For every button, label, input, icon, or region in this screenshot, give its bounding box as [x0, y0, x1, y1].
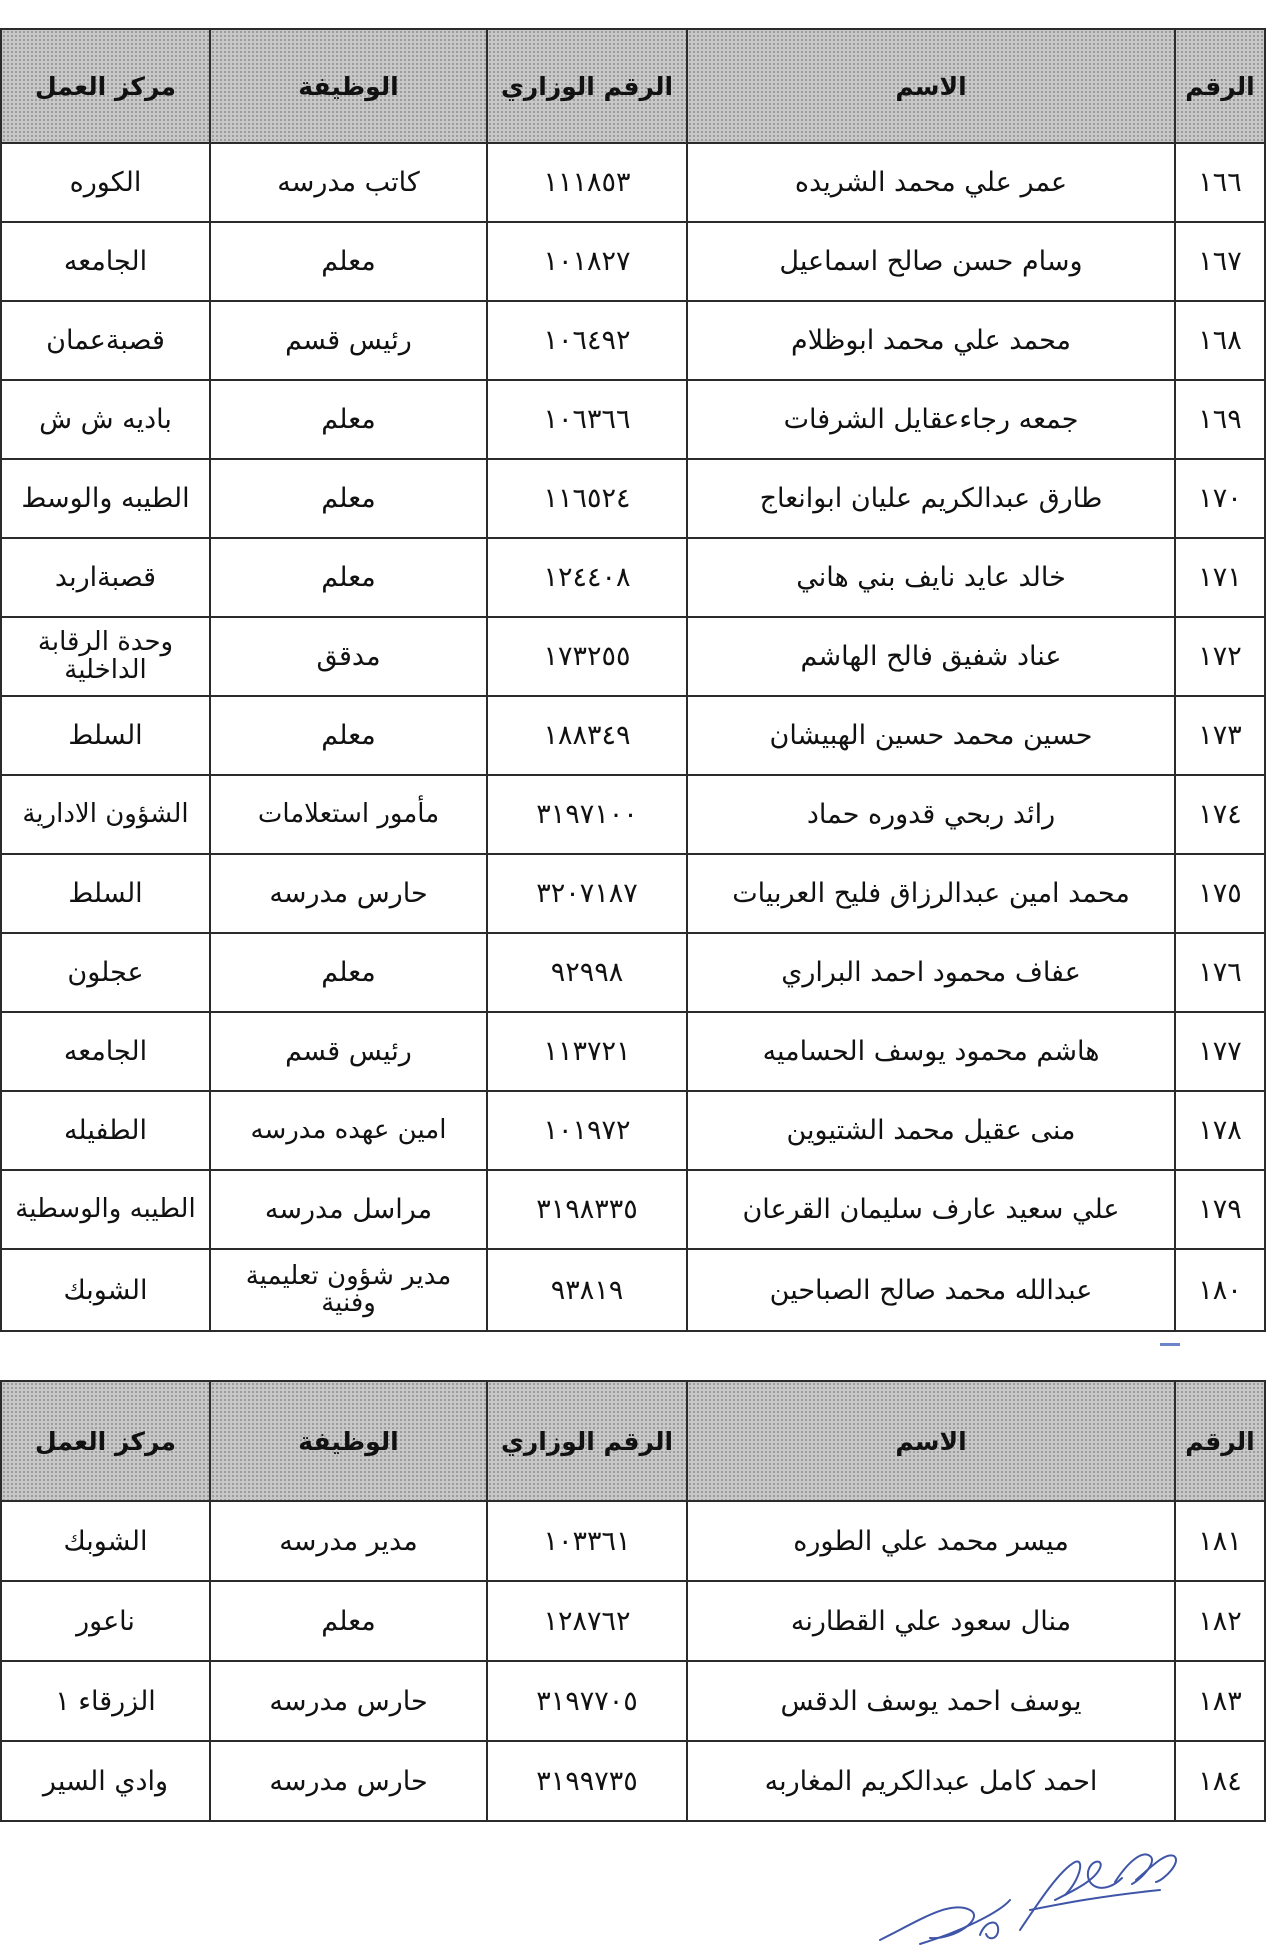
table-row [1, 1249, 1265, 1331]
row-ministry-number: ١٠٦٤٩٢ [487, 301, 687, 380]
row-name: عمر علي محمد الشريده [687, 143, 1175, 222]
row-work-center: الشؤون الادارية [1, 775, 210, 854]
table-header-row [1, 1381, 1265, 1501]
employees-table-2 [0, 1380, 1266, 1822]
header-ministry-no: الرقم الوزاري [487, 29, 687, 143]
row-name: ميسر محمد علي الطوره [687, 1501, 1175, 1581]
header-name: الاسم [687, 29, 1175, 143]
table-row [1, 1741, 1265, 1821]
row-job: مدير شؤون تعليمية وفنية [210, 1249, 487, 1331]
table-row [1, 1091, 1265, 1170]
row-number: ١٧٦ [1175, 933, 1265, 1012]
row-name: حسين محمد حسين الهبيشان [687, 696, 1175, 775]
row-name: عفاف محمود احمد البراري [687, 933, 1175, 1012]
row-job: معلم [210, 538, 487, 617]
row-number: ١٧٨ [1175, 1091, 1265, 1170]
row-ministry-number: ٩٣٨١٩ [487, 1249, 687, 1331]
header-no: الرقم [1175, 29, 1265, 143]
row-job: حارس مدرسه [210, 1661, 487, 1741]
row-job: كاتب مدرسه [210, 143, 487, 222]
row-ministry-number: ١٢٨٧٦٢ [487, 1581, 687, 1661]
table-row [1, 459, 1265, 538]
row-job: معلم [210, 459, 487, 538]
row-number: ١٨٠ [1175, 1249, 1265, 1331]
row-number: ١٧٩ [1175, 1170, 1265, 1249]
row-job: معلم [210, 222, 487, 301]
row-work-center: قصبةاربد [1, 538, 210, 617]
row-name: منال سعود علي القطارنه [687, 1581, 1175, 1661]
row-number: ١٦٦ [1175, 143, 1265, 222]
row-name: هاشم محمود يوسف الحساميه [687, 1012, 1175, 1091]
row-ministry-number: ٣١٩٩٧٣٥ [487, 1741, 687, 1821]
signature-icon [860, 1840, 1200, 1948]
header-job: الوظيفة [210, 29, 487, 143]
row-number: ١٦٨ [1175, 301, 1265, 380]
row-number: ١٧٣ [1175, 696, 1265, 775]
table-row [1, 933, 1265, 1012]
row-name: يوسف احمد يوسف الدقس [687, 1661, 1175, 1741]
row-name: احمد كامل عبدالكريم المغاربه [687, 1741, 1175, 1821]
table-row [1, 1170, 1265, 1249]
row-job: امين عهده مدرسه [210, 1091, 487, 1170]
row-ministry-number: ٩٢٩٩٨ [487, 933, 687, 1012]
row-work-center: وادي السير [1, 1741, 210, 1821]
table-body-2 [1, 1501, 1265, 1821]
row-ministry-number: ١١٣٧٢١ [487, 1012, 687, 1091]
row-number: ١٧١ [1175, 538, 1265, 617]
row-name: جمعه رجاءعقايل الشرفات [687, 380, 1175, 459]
row-ministry-number: ١٠١٩٧٢ [487, 1091, 687, 1170]
header-no: الرقم [1175, 1381, 1265, 1501]
row-number: ١٨٤ [1175, 1741, 1265, 1821]
row-number: ١٧٠ [1175, 459, 1265, 538]
table-row [1, 617, 1265, 696]
table-row [1, 1581, 1265, 1661]
row-number: ١٨٢ [1175, 1581, 1265, 1661]
row-work-center: الطيبه والوسطية [1, 1170, 210, 1249]
row-work-center: ناعور [1, 1581, 210, 1661]
row-name: منى عقيل محمد الشتيوين [687, 1091, 1175, 1170]
table-row [1, 1501, 1265, 1581]
table-row [1, 696, 1265, 775]
row-job: معلم [210, 1581, 487, 1661]
row-work-center: وحدة الرقابة الداخلية [1, 617, 210, 696]
table-row [1, 301, 1265, 380]
row-job: معلم [210, 696, 487, 775]
row-name: علي سعيد عارف سليمان القرعان [687, 1170, 1175, 1249]
header-job: الوظيفة [210, 1381, 487, 1501]
table-row [1, 854, 1265, 933]
row-work-center: باديه ش ش [1, 380, 210, 459]
row-number: ١٧٢ [1175, 617, 1265, 696]
row-work-center: قصبةعمان [1, 301, 210, 380]
row-job: حارس مدرسه [210, 854, 487, 933]
row-work-center: السلط [1, 854, 210, 933]
table-row [1, 380, 1265, 459]
row-ministry-number: ٣١٩٧٧٠٥ [487, 1661, 687, 1741]
row-ministry-number: ١٧٣٢٥٥ [487, 617, 687, 696]
row-work-center: الشوبك [1, 1249, 210, 1331]
row-ministry-number: ١٢٤٤٠٨ [487, 538, 687, 617]
row-job: حارس مدرسه [210, 1741, 487, 1821]
row-name: طارق عبدالكريم عليان ابوانعاج [687, 459, 1175, 538]
table-body-1 [1, 143, 1265, 1331]
row-work-center: الطفيله [1, 1091, 210, 1170]
row-work-center: السلط [1, 696, 210, 775]
row-number: ١٦٩ [1175, 380, 1265, 459]
row-number: ١٨٣ [1175, 1661, 1265, 1741]
row-work-center: الشوبك [1, 1501, 210, 1581]
row-work-center: الزرقاء ١ [1, 1661, 210, 1741]
row-ministry-number: ١٨٨٣٤٩ [487, 696, 687, 775]
table-row [1, 1661, 1265, 1741]
table-row [1, 143, 1265, 222]
row-name: خالد عايد نايف بني هاني [687, 538, 1175, 617]
table-row [1, 1012, 1265, 1091]
row-job: مراسل مدرسه [210, 1170, 487, 1249]
row-work-center: الجامعه [1, 222, 210, 301]
row-ministry-number: ٣١٩٧١٠٠ [487, 775, 687, 854]
row-ministry-number: ١٠١٨٢٧ [487, 222, 687, 301]
table-row [1, 222, 1265, 301]
row-ministry-number: ١١٦٥٢٤ [487, 459, 687, 538]
table-header-row [1, 29, 1265, 143]
row-job: مدقق [210, 617, 487, 696]
row-ministry-number: ١١١٨٥٣ [487, 143, 687, 222]
header-name: الاسم [687, 1381, 1175, 1501]
row-work-center: الكوره [1, 143, 210, 222]
row-number: ١٦٧ [1175, 222, 1265, 301]
row-ministry-number: ١٠٦٣٦٦ [487, 380, 687, 459]
row-name: عناد شفيق فالح الهاشم [687, 617, 1175, 696]
row-work-center: الجامعه [1, 1012, 210, 1091]
row-job: معلم [210, 380, 487, 459]
row-job: رئيس قسم [210, 1012, 487, 1091]
row-job: مأمور استعلامات [210, 775, 487, 854]
table-row [1, 538, 1265, 617]
row-ministry-number: ١٠٣٣٦١ [487, 1501, 687, 1581]
row-name: محمد علي محمد ابوظلام [687, 301, 1175, 380]
header-ministry-no: الرقم الوزاري [487, 1381, 687, 1501]
row-name: رائد ربحي قدوره حماد [687, 775, 1175, 854]
row-ministry-number: ٣١٩٨٣٣٥ [487, 1170, 687, 1249]
row-number: ١٨١ [1175, 1501, 1265, 1581]
ink-mark [1160, 1343, 1180, 1346]
row-job: رئيس قسم [210, 301, 487, 380]
table-row [1, 775, 1265, 854]
row-number: ١٧٧ [1175, 1012, 1265, 1091]
row-number: ١٧٤ [1175, 775, 1265, 854]
employees-table-1 [0, 28, 1266, 1332]
row-job: مدير مدرسه [210, 1501, 487, 1581]
row-work-center: عجلون [1, 933, 210, 1012]
row-name: وسام حسن صالح اسماعيل [687, 222, 1175, 301]
row-name: محمد امين عبدالرزاق فليح العربيات [687, 854, 1175, 933]
row-ministry-number: ٣٢٠٧١٨٧ [487, 854, 687, 933]
row-work-center: الطيبه والوسط [1, 459, 210, 538]
row-name: عبدالله محمد صالح الصباحين [687, 1249, 1175, 1331]
row-job: معلم [210, 933, 487, 1012]
header-work-center: مركز العمل [1, 29, 210, 143]
header-work-center: مركز العمل [1, 1381, 210, 1501]
row-number: ١٧٥ [1175, 854, 1265, 933]
